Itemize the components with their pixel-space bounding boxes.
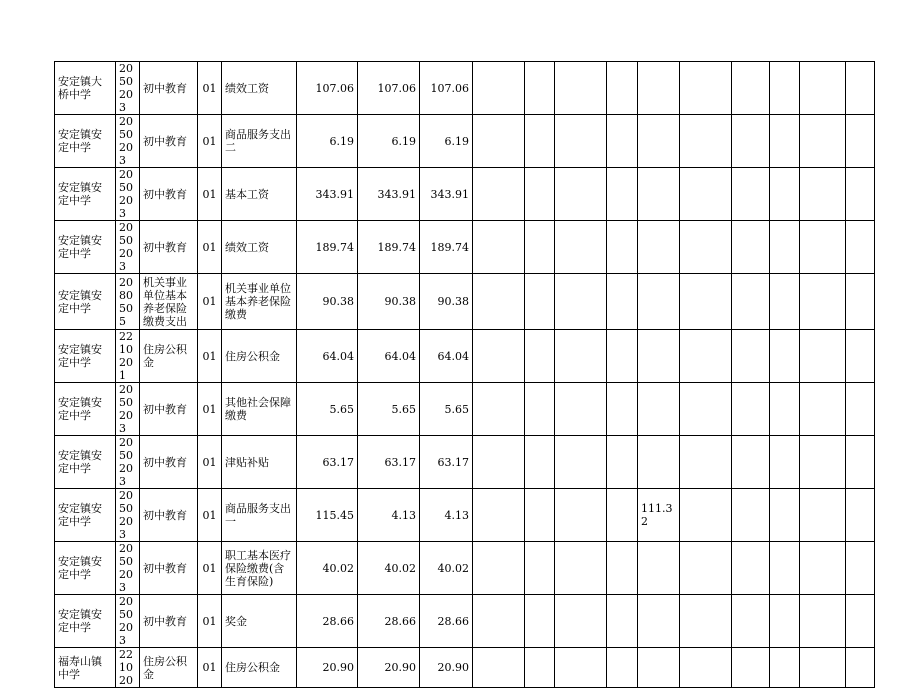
sub-code-cell: 01 [198,115,222,168]
empty-cell [846,330,875,383]
empty-cell [607,274,638,330]
empty-cell [680,221,732,274]
amount-cell: 6.19 [420,115,473,168]
item-cell: 住房公积金 [222,330,297,383]
unit-cell: 安定镇安定中学 [55,330,116,383]
empty-cell [607,383,638,436]
extra-amount-cell [638,115,680,168]
empty-cell [473,168,525,221]
extra-amount-cell [638,383,680,436]
empty-cell [555,274,607,330]
category-cell: 初中教育 [140,542,198,595]
empty-cell [555,62,607,115]
unit-cell: 安定镇大桥中学 [55,62,116,115]
empty-cell [770,168,800,221]
empty-cell [800,330,846,383]
empty-cell [680,330,732,383]
table-row [55,542,875,595]
sub-code-cell: 01 [198,595,222,648]
empty-cell [607,648,638,688]
table-row [55,489,875,542]
item-cell: 其他社会保障缴费 [222,383,297,436]
unit-cell: 安定镇安定中学 [55,274,116,330]
empty-cell [473,115,525,168]
empty-cell [555,542,607,595]
item-cell: 商品服务支出一 [222,489,297,542]
empty-cell [525,168,555,221]
sub-code-cell: 01 [198,274,222,330]
empty-cell [770,595,800,648]
item-cell: 商品服务支出二 [222,115,297,168]
empty-cell [525,489,555,542]
category-cell: 初中教育 [140,436,198,489]
empty-cell [525,436,555,489]
category-cell: 住房公积金 [140,648,198,688]
table-row [55,274,875,330]
empty-cell [770,62,800,115]
code-cell: 2050203 [116,436,140,489]
code-cell: 2080505 [116,274,140,330]
sub-code-cell: 01 [198,489,222,542]
empty-cell [732,274,770,330]
total-cell: 6.19 [297,115,358,168]
empty-cell [607,221,638,274]
table-row [55,436,875,489]
empty-cell [770,330,800,383]
unit-cell: 安定镇安定中学 [55,115,116,168]
empty-cell [800,542,846,595]
empty-cell [555,595,607,648]
code-cell: 2050203 [116,221,140,274]
sub-code-cell: 01 [198,542,222,595]
empty-cell [680,436,732,489]
amount-cell: 20.90 [420,648,473,688]
table-row [55,383,875,436]
item-cell: 机关事业单位基本养老保险缴费 [222,274,297,330]
unit-cell: 安定镇安定中学 [55,383,116,436]
category-cell: 初中教育 [140,168,198,221]
extra-amount-cell [638,330,680,383]
empty-cell [555,383,607,436]
total-cell: 343.91 [297,168,358,221]
category-cell: 住房公积金 [140,330,198,383]
subtotal-cell: 20.90 [358,648,420,688]
sub-code-cell: 01 [198,330,222,383]
empty-cell [770,221,800,274]
item-cell: 绩效工资 [222,221,297,274]
subtotal-cell: 5.65 [358,383,420,436]
empty-cell [800,436,846,489]
table-row [55,168,875,221]
amount-cell: 107.06 [420,62,473,115]
empty-cell [800,274,846,330]
empty-cell [846,221,875,274]
empty-cell [680,62,732,115]
amount-cell: 40.02 [420,542,473,595]
empty-cell [732,595,770,648]
empty-cell [732,62,770,115]
empty-cell [607,330,638,383]
extra-amount-cell [638,274,680,330]
table-row [55,221,875,274]
subtotal-cell: 4.13 [358,489,420,542]
extra-amount-cell [638,62,680,115]
empty-cell [680,168,732,221]
subtotal-cell: 90.38 [358,274,420,330]
empty-cell [800,168,846,221]
empty-cell [680,115,732,168]
empty-cell [607,436,638,489]
empty-cell [732,221,770,274]
code-cell: 2050203 [116,115,140,168]
code-cell: 2050203 [116,168,140,221]
code-cell: 2050203 [116,489,140,542]
empty-cell [525,595,555,648]
empty-cell [732,168,770,221]
amount-cell: 28.66 [420,595,473,648]
category-cell: 机关事业单位基本养老保险缴费支出 [140,274,198,330]
extra-amount-cell [638,221,680,274]
empty-cell [680,542,732,595]
empty-cell [555,330,607,383]
empty-cell [525,115,555,168]
empty-cell [473,489,525,542]
unit-cell: 安定镇安定中学 [55,542,116,595]
total-cell: 20.90 [297,648,358,688]
empty-cell [800,595,846,648]
unit-cell: 安定镇安定中学 [55,489,116,542]
item-cell: 基本工资 [222,168,297,221]
empty-cell [846,489,875,542]
code-cell: 2050203 [116,595,140,648]
empty-cell [680,489,732,542]
empty-cell [800,62,846,115]
extra-amount-cell [638,648,680,688]
total-cell: 5.65 [297,383,358,436]
empty-cell [732,383,770,436]
empty-cell [555,168,607,221]
category-cell: 初中教育 [140,221,198,274]
table-row [55,595,875,648]
empty-cell [473,436,525,489]
amount-cell: 90.38 [420,274,473,330]
empty-cell [607,489,638,542]
unit-cell: 安定镇安定中学 [55,436,116,489]
empty-cell [680,648,732,688]
empty-cell [770,489,800,542]
empty-cell [525,330,555,383]
empty-cell [525,274,555,330]
empty-cell [525,62,555,115]
code-cell: 2050203 [116,62,140,115]
amount-cell: 64.04 [420,330,473,383]
sub-code-cell: 01 [198,168,222,221]
empty-cell [473,221,525,274]
unit-cell: 福寿山镇中学 [55,648,116,688]
empty-cell [555,115,607,168]
table-row [55,115,875,168]
total-cell: 189.74 [297,221,358,274]
budget-table [54,61,875,688]
table-row [55,330,875,383]
empty-cell [555,221,607,274]
category-cell: 初中教育 [140,62,198,115]
empty-cell [525,648,555,688]
empty-cell [732,436,770,489]
amount-cell: 189.74 [420,221,473,274]
empty-cell [473,383,525,436]
empty-cell [846,436,875,489]
subtotal-cell: 40.02 [358,542,420,595]
empty-cell [846,62,875,115]
empty-cell [680,595,732,648]
empty-cell [800,489,846,542]
empty-cell [473,62,525,115]
empty-cell [680,383,732,436]
empty-cell [846,595,875,648]
empty-cell [732,489,770,542]
empty-cell [770,274,800,330]
empty-cell [846,115,875,168]
category-cell: 初中教育 [140,595,198,648]
subtotal-cell: 189.74 [358,221,420,274]
extra-amount-cell [638,436,680,489]
total-cell: 28.66 [297,595,358,648]
empty-cell [555,648,607,688]
total-cell: 115.45 [297,489,358,542]
empty-cell [800,648,846,688]
empty-cell [473,648,525,688]
category-cell: 初中教育 [140,383,198,436]
total-cell: 64.04 [297,330,358,383]
amount-cell: 4.13 [420,489,473,542]
empty-cell [680,274,732,330]
empty-cell [473,595,525,648]
amount-cell: 5.65 [420,383,473,436]
sub-code-cell: 01 [198,648,222,688]
code-cell: 221020 [116,648,140,688]
empty-cell [607,542,638,595]
extra-amount-cell [638,168,680,221]
empty-cell [473,330,525,383]
unit-cell: 安定镇安定中学 [55,595,116,648]
sub-code-cell: 01 [198,221,222,274]
empty-cell [846,542,875,595]
subtotal-cell: 64.04 [358,330,420,383]
empty-cell [525,221,555,274]
empty-cell [607,168,638,221]
empty-cell [800,221,846,274]
category-cell: 初中教育 [140,489,198,542]
empty-cell [607,115,638,168]
amount-cell: 343.91 [420,168,473,221]
total-cell: 107.06 [297,62,358,115]
unit-cell: 安定镇安定中学 [55,168,116,221]
item-cell: 职工基本医疗保险缴费(含生育保险) [222,542,297,595]
empty-cell [800,383,846,436]
amount-cell: 63.17 [420,436,473,489]
sub-code-cell: 01 [198,383,222,436]
total-cell: 63.17 [297,436,358,489]
empty-cell [770,383,800,436]
empty-cell [732,115,770,168]
table-row [55,62,875,115]
item-cell: 奖金 [222,595,297,648]
category-cell: 初中教育 [140,115,198,168]
table-row [55,648,875,688]
subtotal-cell: 343.91 [358,168,420,221]
empty-cell [555,489,607,542]
empty-cell [473,542,525,595]
empty-cell [732,648,770,688]
total-cell: 90.38 [297,274,358,330]
empty-cell [525,542,555,595]
empty-cell [800,115,846,168]
empty-cell [473,274,525,330]
item-cell: 绩效工资 [222,62,297,115]
empty-cell [770,648,800,688]
empty-cell [732,330,770,383]
empty-cell [607,62,638,115]
empty-cell [846,383,875,436]
empty-cell [770,115,800,168]
code-cell: 2050203 [116,383,140,436]
extra-amount-cell: 111.32 [638,489,680,542]
code-cell: 2050203 [116,542,140,595]
code-cell: 2210201 [116,330,140,383]
item-cell: 住房公积金 [222,648,297,688]
sub-code-cell: 01 [198,62,222,115]
total-cell: 40.02 [297,542,358,595]
unit-cell: 安定镇安定中学 [55,221,116,274]
empty-cell [770,542,800,595]
empty-cell [555,436,607,489]
extra-amount-cell [638,542,680,595]
subtotal-cell: 6.19 [358,115,420,168]
empty-cell [732,542,770,595]
subtotal-cell: 107.06 [358,62,420,115]
empty-cell [607,595,638,648]
subtotal-cell: 63.17 [358,436,420,489]
extra-amount-cell [638,595,680,648]
empty-cell [846,648,875,688]
subtotal-cell: 28.66 [358,595,420,648]
empty-cell [846,274,875,330]
sub-code-cell: 01 [198,436,222,489]
item-cell: 津贴补贴 [222,436,297,489]
empty-cell [525,383,555,436]
empty-cell [846,168,875,221]
empty-cell [770,436,800,489]
